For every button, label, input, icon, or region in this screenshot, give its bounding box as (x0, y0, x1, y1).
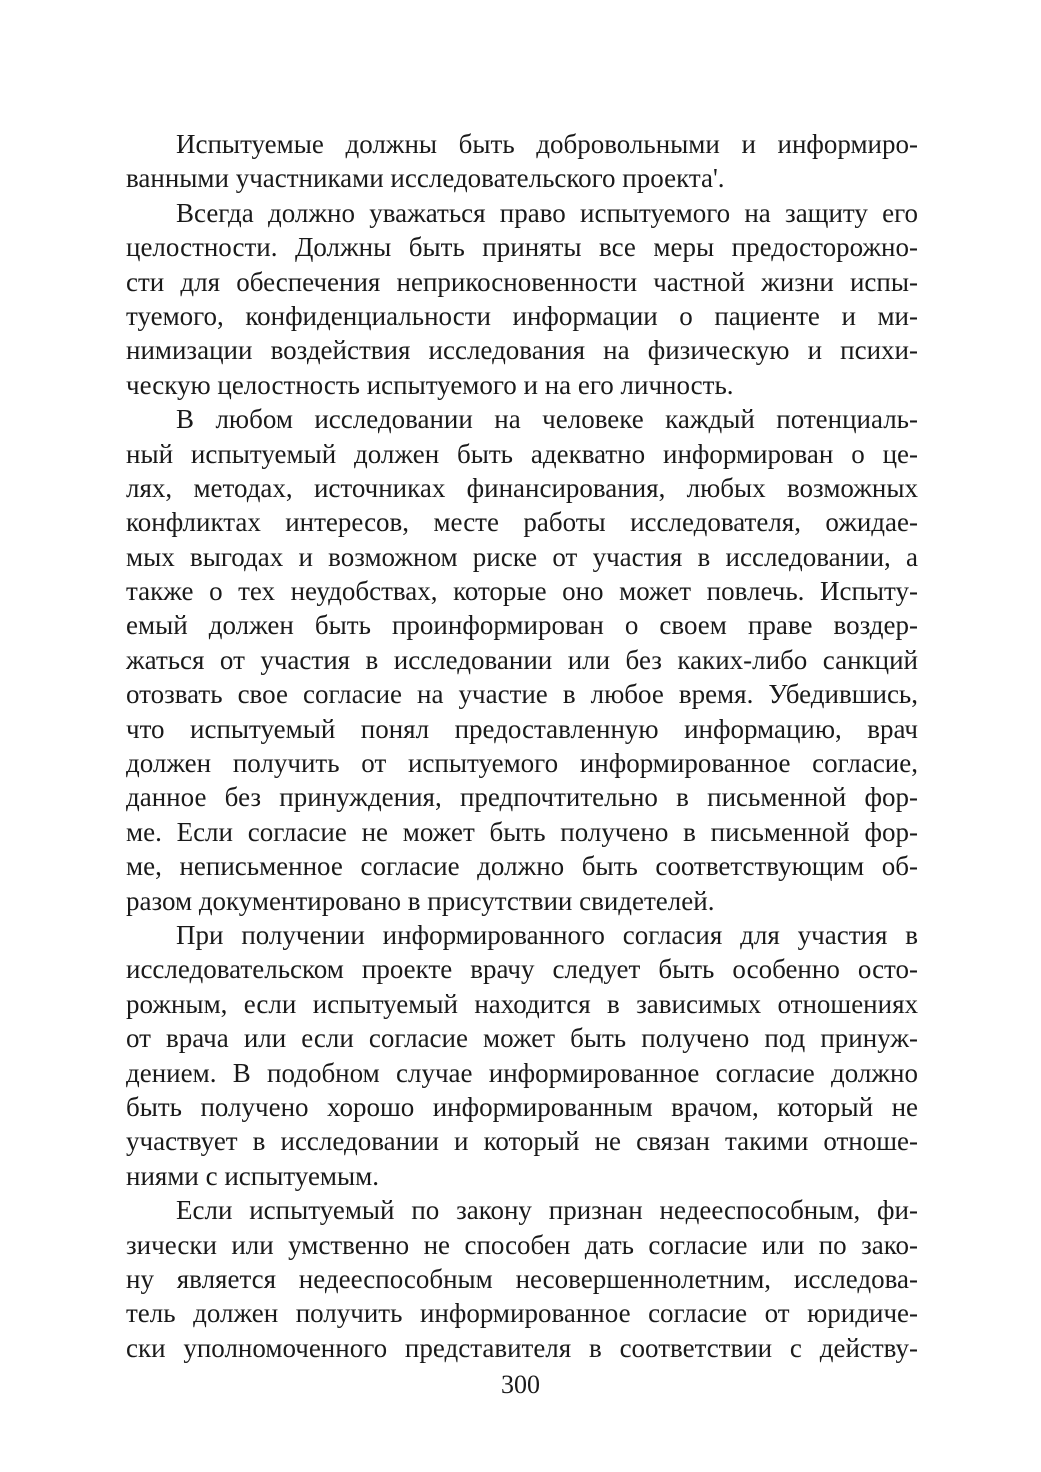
text-line: исследовательском проекте врачу следует быть особенно осто- (126, 954, 918, 985)
text-line: разом документировано в присутствии свидетелей. (126, 885, 715, 916)
text-line: данное без принуждения, предпочтительно в письменной фор- (126, 782, 918, 813)
text-line: целостности. Должны быть приняты все меры предосторожно- (126, 232, 918, 263)
text-line: должен получить от испытуемого информированное согласие, (126, 748, 918, 779)
body-text (126, 127, 918, 1365)
text-line: В любом исследовании на человеке каждый потенциаль- (176, 404, 918, 435)
text-line: отозвать свое согласие на участие в любое время. Убедившись, (126, 679, 918, 710)
paragraph (126, 196, 918, 402)
text-line: ванными участниками исследовательского проекта'. (126, 163, 725, 194)
text-line: также о тех неудобствах, которые оно может повлечь. Испыту- (126, 576, 918, 607)
page-number: 300 (501, 1370, 540, 1399)
text-line: зически или умственно не способен дать согласие или по зако- (126, 1229, 918, 1260)
text-line: тель должен получить информированное согласие от юридиче- (126, 1298, 918, 1329)
text-line: ме. Если согласие не может быть получено в письменной фор- (126, 816, 918, 847)
text-line: туемого, конфиденциальности информации о пациенте и ми- (126, 300, 918, 331)
text-line: дением. В подобном случае информированное согласие должно (126, 1057, 918, 1088)
text-line: ски уполномоченного представителя в соответствии с действу- (126, 1332, 918, 1363)
text-line: ме, неписьменное согласие должно быть соответствующим об- (126, 851, 918, 882)
paragraph (126, 127, 918, 196)
paragraph (126, 918, 918, 1193)
paragraph (126, 1193, 918, 1365)
text-line: Всегда должно уважаться право испытуемого на защиту его (176, 197, 918, 228)
paragraph (126, 402, 918, 918)
text-line: лях, методах, источниках финансирования, любых возможных (126, 472, 918, 503)
text-line: ческую целостность испытуемого и на его личность. (126, 369, 734, 400)
text-line: ну является недееспособным несовершеннолетним, исследова- (126, 1263, 918, 1294)
text-line: быть получено хорошо информированным врачом, который не (126, 1091, 918, 1122)
text-line: что испытуемый понял предоставленную информацию, врач (126, 713, 918, 744)
text-line: жаться от участия в исследовании или без каких-либо санкций (126, 644, 918, 675)
text-line: мых выгодах и возможном риске от участия в исследовании, а (126, 541, 918, 572)
text-line: При получении информированного согласия для участия в (176, 919, 918, 950)
text-line: Если испытуемый по закону признан недееспособным, фи- (176, 1195, 918, 1226)
text-line: участвует в исследовании и который не связан такими отноше- (126, 1126, 918, 1157)
text-line: ный испытуемый должен быть адекватно информирован о це- (126, 438, 918, 469)
text-line: от врача или если согласие может быть получено под принуж- (126, 1023, 918, 1054)
text-line: нимизации воздействия исследования на физическую и психи- (126, 335, 918, 366)
text-line: емый должен быть проинформирован о своем праве воздер- (126, 610, 918, 641)
text-line: рожным, если испытуемый находится в зависимых отношениях (126, 988, 918, 1019)
text-line: конфликтах интересов, месте работы исследователя, ожидае- (126, 507, 918, 538)
text-line: ниями с испытуемым. (126, 1160, 379, 1191)
text-line: сти для обеспечения неприкосновенности частной жизни испы- (126, 266, 918, 297)
text-line: Испытуемые должны быть добровольными и информиро- (176, 129, 918, 159)
